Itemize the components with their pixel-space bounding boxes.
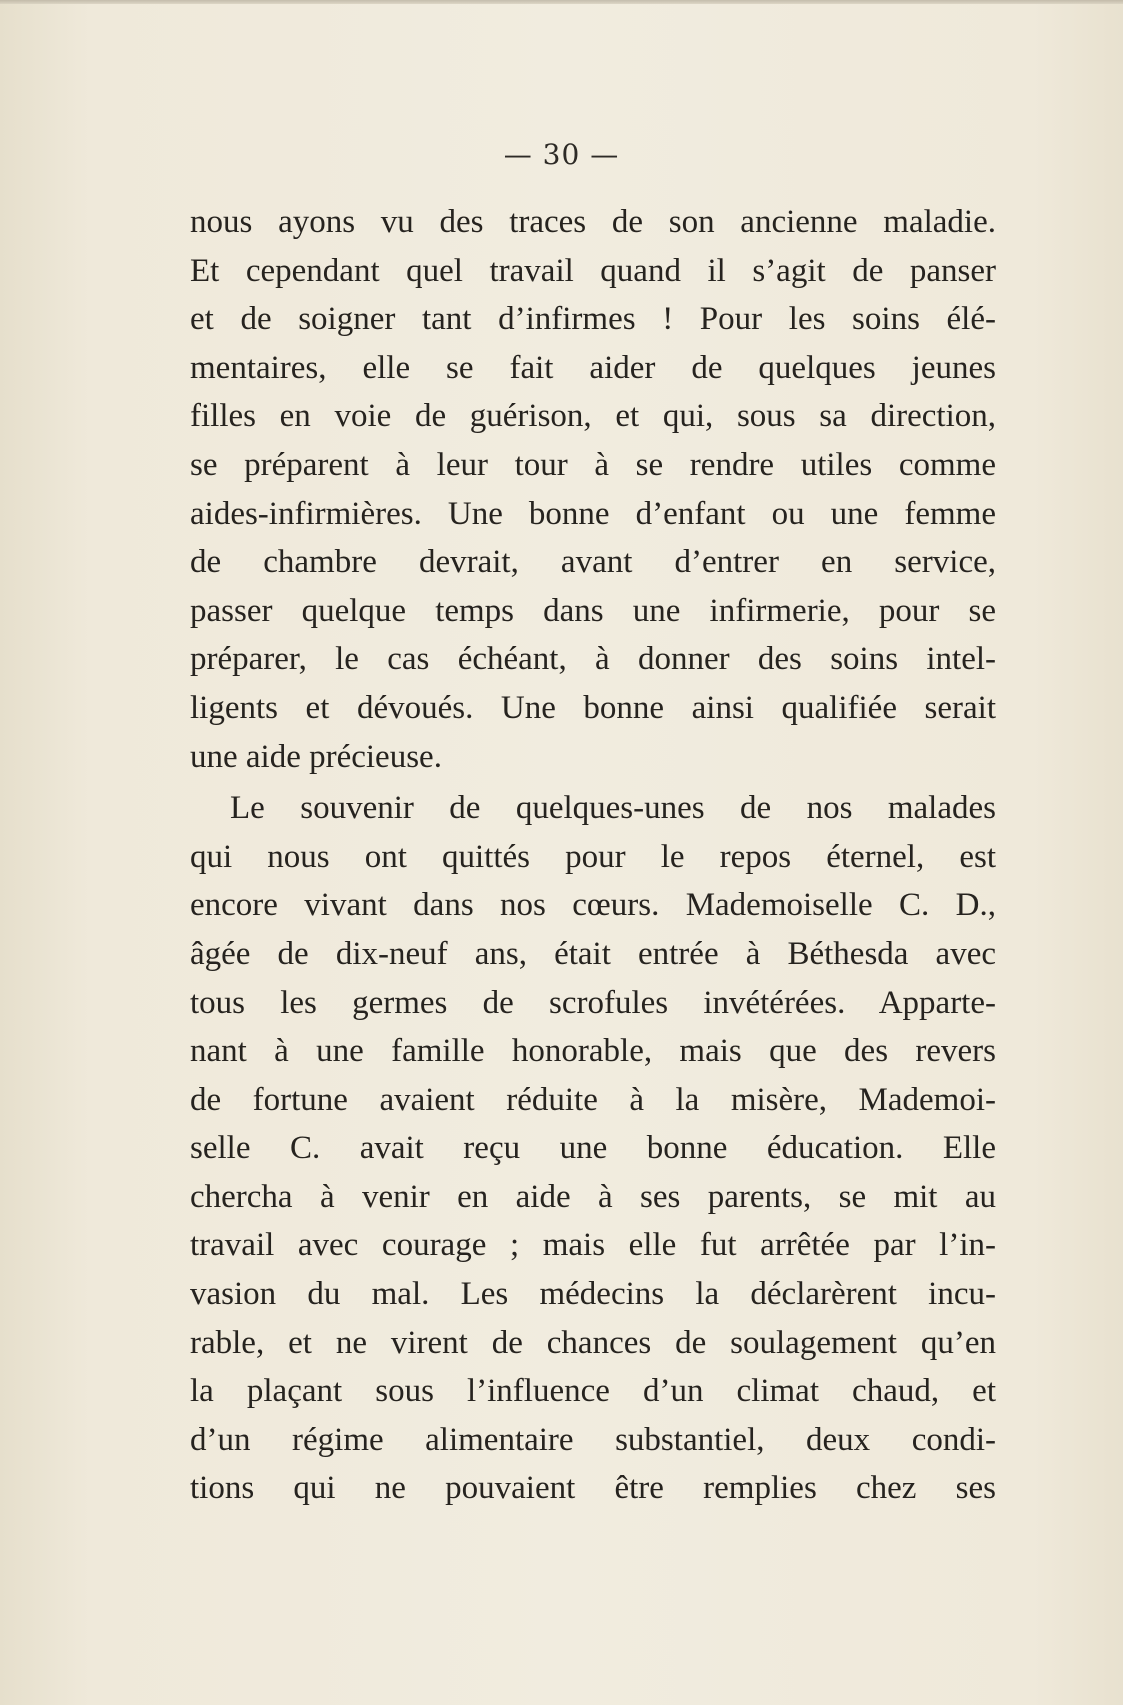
body-text [190, 198, 996, 1513]
page-top-edge [0, 0, 1123, 4]
text-line: ligents et dévoués. Une bonne ainsi qualifiée serait [190, 689, 996, 726]
text-line: passer quelque temps dans une infirmerie, pour se [190, 592, 996, 629]
text-line: et de soigner tant d’infirmes ! Pour les soins élé- [190, 301, 996, 338]
text-line: qui nous ont quittés pour le repos éternel, est [190, 838, 996, 875]
text-line: Et cependant quel travail quand il s’agit de panser [190, 252, 996, 289]
text-line: se préparent à leur tour à se rendre utiles comme [190, 446, 996, 483]
text-line: nant à une famille honorable, mais que des revers [190, 1033, 996, 1070]
text-line: de fortune avaient réduite à la misère, Mademoi- [190, 1081, 996, 1118]
text-line: selle C. avait reçu une bonne éducation. Elle [190, 1130, 996, 1167]
text-line: encore vivant dans nos cœurs. Mademoiselle C. D., [190, 887, 996, 924]
text-line: rable, et ne virent de chances de soulagement qu’en [190, 1324, 996, 1361]
text-line: âgée de dix-neuf ans, était entrée à Béthesda avec [190, 935, 996, 972]
text-line: Le souvenir de quelques-unes de nos malades [230, 790, 996, 827]
text-line: vasion du mal. Les médecins la déclarèrent incu- [190, 1276, 996, 1313]
text-line: de chambre devrait, avant d’entrer en service, [190, 544, 996, 581]
text-line: tous les germes de scrofules invétérées. Apparte- [190, 984, 996, 1021]
text-line: nous ayons vu des traces de son ancienne maladie. [190, 204, 996, 240]
text-line: la plaçant sous l’influence d’un climat chaud, et [190, 1373, 996, 1410]
text-line: une aide précieuse. [190, 738, 442, 775]
text-line: filles en voie de guérison, et qui, sous sa direction, [190, 398, 996, 435]
text-line: d’un régime alimentaire substantiel, deux condi- [190, 1421, 996, 1458]
page-number: — 30 — [503, 138, 620, 171]
text-line: travail avec courage ; mais elle fut arrêtée par l’in- [190, 1227, 996, 1264]
text-line: chercha à venir en aide à ses parents, se mit au [190, 1178, 996, 1215]
text-line: tions qui ne pouvaient être remplies chez ses [190, 1470, 996, 1507]
text-line: préparer, le cas échéant, à donner des soins intel- [190, 641, 996, 678]
text-line: aides-infirmières. Une bonne d’enfant ou une femme [190, 495, 996, 532]
text-line: mentaires, elle se fait aider de quelques jeunes [190, 349, 996, 386]
